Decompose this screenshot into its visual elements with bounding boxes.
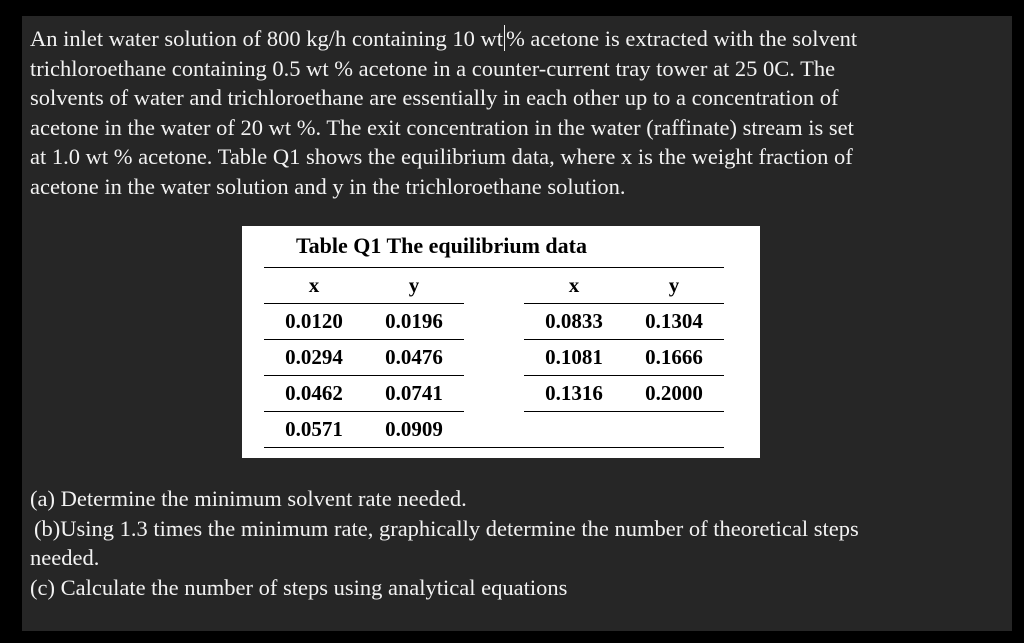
table-header-row [264,268,724,304]
text-cursor [504,25,505,51]
cell-x: 0.0462 [264,376,364,412]
problem-line-1-start: An inlet water solution of 800 kg/h containing 10 wt [30,26,504,51]
problem-line-1 [30,24,975,54]
cell-x [524,412,624,448]
question-c: (c) Calculate the number of steps using analytical equations [30,574,568,600]
table-row [264,376,724,412]
column-gap [464,340,524,376]
cell-x: 0.0833 [524,304,624,340]
document-page [22,16,1012,631]
table-title: Table Q1 The equilibrium data [296,233,587,258]
problem-statement [30,24,975,201]
cell-y: 0.2000 [624,376,724,412]
column-gap [464,412,524,448]
question-list [30,484,975,602]
problem-line-3: solvents of water and trichloroethane are essentially in each other up to a concentration of [30,85,839,110]
header-x-2: x [524,268,624,304]
header-y-2: y [624,268,724,304]
column-gap [464,304,524,340]
cell-x: 0.0571 [264,412,364,448]
cell-x: 0.0294 [264,340,364,376]
cell-y: 0.0741 [364,376,464,412]
question-a: (a) Determine the minimum solvent rate needed. [30,486,467,511]
cell-y: 0.0196 [364,304,464,340]
header-x-1: x [264,268,364,304]
cell-y: 0.0476 [364,340,464,376]
problem-line-5: at 1.0 wt % acetone. Table Q1 shows the equilibrium data, where x is the weight fraction of [30,144,853,169]
problem-line-2: trichloroethane containing 0.5 wt % acetone in a counter-current tray tower at 25 0C. The [30,55,836,81]
problem-line-6: acetone in the water solution and y in the trichloroethane solution. [30,173,626,199]
cell-x: 0.1081 [524,340,624,376]
header-y-1: y [364,268,464,304]
table-row [264,340,724,376]
cell-y [624,412,724,448]
table-row [264,304,724,340]
equilibrium-table-image [242,226,760,458]
cell-y: 0.1666 [624,340,724,376]
table-row [264,412,724,448]
problem-line-1-end: % acetone is extracted with the solvent [506,26,858,51]
column-gap [464,376,524,412]
problem-line-4: acetone in the water of 20 wt %. The exit concentration in the water (raffinate) stream is set [30,114,854,140]
cell-x: 0.0120 [264,304,364,340]
cell-y: 0.1304 [624,304,724,340]
question-b-line-2: needed. [30,545,100,570]
column-gap [464,268,524,304]
question-b-line-1: (b)Using 1.3 times the minimum rate, graphically determine the number of theoretical steps [34,515,859,541]
cell-x: 0.1316 [524,376,624,412]
equilibrium-table [264,267,724,448]
cell-y: 0.0909 [364,412,464,448]
